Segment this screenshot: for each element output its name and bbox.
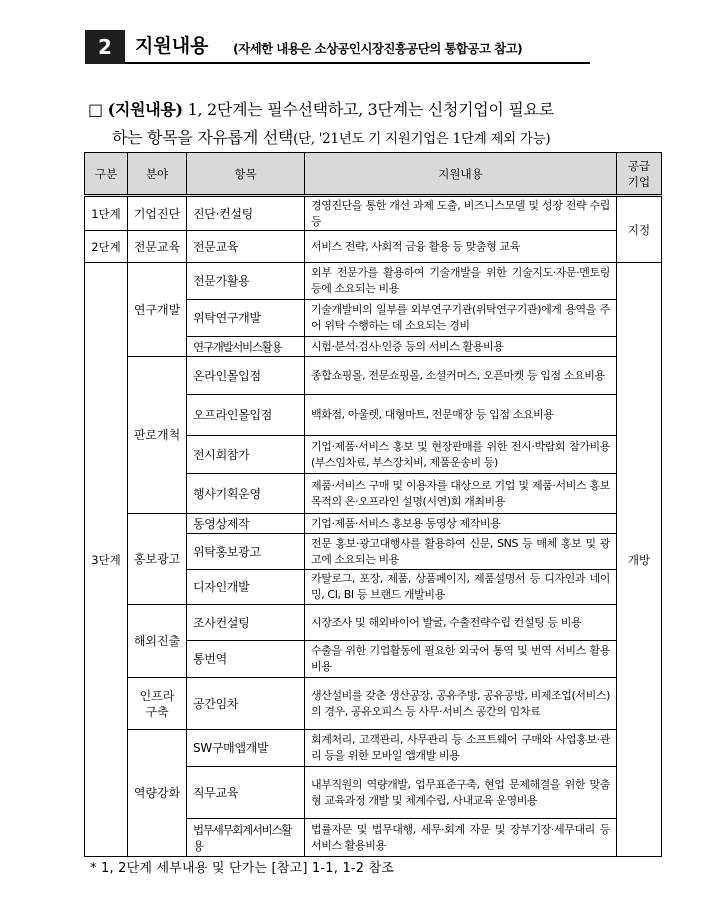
field-cell-capacity: 역량강화 <box>128 730 187 857</box>
content-cell: 시장조사 및 해외바이어 발굴, 수출전략수립 컨설팅 등 비용 <box>305 605 617 641</box>
supplier-cell-designated: 지정 <box>617 196 662 263</box>
item-cell: 조사컨설팅 <box>187 605 305 641</box>
intro-line2-text: 하는 항목을 자유롭게 선택 <box>112 128 294 147</box>
content-cell: 법률자문 및 법무대행, 세무·회계 자문 및 장부기장·세무대리 등 서비스 활용비용 <box>305 819 617 857</box>
section-title: 지원내용 <box>135 35 209 57</box>
item-cell: 진단·컨설팅 <box>187 196 305 231</box>
intro-line-1 <box>88 96 668 124</box>
table-row <box>85 514 662 534</box>
content-cell: 회계처리, 고객관리, 사무관리 등 소프트웨어 구매와 사업홍보·관리 등을 위한 모바일 앱개발 비용 <box>305 730 617 767</box>
section-subtitle: (자세한 내용은 소상공인시장진흥공단의 통합공고 참고) <box>233 41 523 56</box>
table-row <box>85 357 662 395</box>
stage-cell-3: 3단계 <box>85 263 128 857</box>
item-cell: 전문가활용 <box>187 263 305 300</box>
item-cell: 공간임차 <box>187 678 305 730</box>
section-number: 2 <box>85 30 125 64</box>
field-cell-export: 해외진출 <box>128 605 187 678</box>
table-row <box>85 263 662 300</box>
content-cell: 전문 홍보·광고대행사를 활용하여 신문, SNS 등 매체 홍보 및 광고에 소요되는 비용 <box>305 534 617 570</box>
header-item: 항목 <box>187 153 305 196</box>
item-cell: 행사기획운영 <box>187 474 305 514</box>
item-cell: 오프라인몰입점 <box>187 395 305 436</box>
section-header <box>85 30 590 64</box>
header-supplier-line1: 공급 <box>627 158 651 173</box>
field-cell-promo: 홍보광고 <box>128 514 187 605</box>
header-supplier-line2: 기업 <box>627 174 651 189</box>
content-cell: 종합쇼핑몰, 전문쇼핑몰, 소셜커머스, 오픈마켓 등 입점 소요비용 <box>305 357 617 395</box>
intro-paragraph <box>88 96 668 153</box>
table-header-row <box>85 153 662 196</box>
field-infra-line1: 인프라 <box>139 688 175 703</box>
content-cell: 기업·제품·서비스 홍보용 동영상 제작비용 <box>305 514 617 534</box>
table-row <box>85 196 662 231</box>
item-cell: 디자인개발 <box>187 570 305 605</box>
intro-note: (단, '21년도 기 지원기업은 1단계 제외 가능) <box>293 131 551 147</box>
content-cell: 기업·제품·서비스 홍보 및 현장판매를 위한 전시·박람회 참가비용(부스임차료, 부스장치비, 제품운송비 등) <box>305 436 617 474</box>
table-row <box>85 231 662 263</box>
item-cell: 위탁연구개발 <box>187 300 305 337</box>
item-cell: 동영상제작 <box>187 514 305 534</box>
item-cell: 직무교육 <box>187 767 305 819</box>
content-cell: 서비스 전략, 사회적 금융 활용 등 맞춤형 교육 <box>305 231 617 263</box>
header-field: 분야 <box>128 153 187 196</box>
content-cell: 기술개발비의 일부를 외부연구기관(위탁연구기관)에게 용역을 주어 위탁 수행하는 데 소요되는 경비 <box>305 300 617 337</box>
field-cell-rnd: 연구개발 <box>128 263 187 357</box>
content-cell: 시험·분석·검사·인증 등의 서비스 활용비용 <box>305 337 617 357</box>
intro-line-2 <box>88 124 668 153</box>
content-cell: 내부직원의 역량개발, 업무표준구축, 현업 문제해결을 위한 맞춤형 교육과정 개발 및 체계수립, 사내교육 운영비용 <box>305 767 617 819</box>
header-stage: 구분 <box>85 153 128 196</box>
content-cell: 수출을 위한 기업활동에 필요한 외국어 통역 및 번역 서비스 활용비용 <box>305 641 617 678</box>
bullet-square-icon: □ <box>88 100 103 119</box>
stage-cell: 1단계 <box>85 196 128 231</box>
item-cell: 전시회참가 <box>187 436 305 474</box>
intro-bold-label: (지원내용) <box>107 100 183 119</box>
section-title-box <box>125 30 590 64</box>
field-cell: 기업진단 <box>128 196 187 231</box>
item-cell: 위탁홍보광고 <box>187 534 305 570</box>
item-cell: 법무세무회계서비스활용 <box>187 819 305 857</box>
footnote: * 1, 2단계 세부내용 및 단가는 [참고] 1-1, 1-2 참조 <box>90 861 395 876</box>
item-cell: 온라인몰입점 <box>187 357 305 395</box>
field-infra-line2: 구축 <box>145 704 169 719</box>
content-cell: 제품·서비스 구매 및 이용자를 대상으로 기업 및 제품·서비스 홍보 목적의 온·오프라인 설명(시연)회 개최비용 <box>305 474 617 514</box>
content-cell: 외부 전문가를 활용하여 기술개발을 위한 기술지도·자문·멘토링 등에 소요되는 비용 <box>305 263 617 300</box>
table-row <box>85 605 662 641</box>
content-cell: 카탈로그, 포장, 제품, 상품페이지, 제품설명서 등 디자인과 네이밍, CI, BI 등 브랜드 개발비용 <box>305 570 617 605</box>
table-row <box>85 730 662 767</box>
support-content-table <box>84 152 662 857</box>
header-supplier <box>617 153 662 196</box>
content-cell: 백화점, 아울렛, 대형마트, 전문매장 등 입점 소요비용 <box>305 395 617 436</box>
stage-cell: 2단계 <box>85 231 128 263</box>
item-cell: SW구매앱개발 <box>187 730 305 767</box>
supplier-cell-open: 개방 <box>617 263 662 857</box>
header-content: 지원내용 <box>305 153 617 196</box>
field-cell-infra <box>128 678 187 730</box>
field-cell: 전문교육 <box>128 231 187 263</box>
intro-line1-text: 1, 2단계는 필수선택하고, 3단계는 신청기업이 필요로 <box>182 100 554 119</box>
item-cell: 연구개발서비스활용 <box>187 337 305 357</box>
table-row <box>85 678 662 730</box>
field-cell-sales: 판로개척 <box>128 357 187 514</box>
item-cell: 전문교육 <box>187 231 305 263</box>
item-cell: 통번역 <box>187 641 305 678</box>
content-cell: 경영진단을 통한 개선 과제 도출, 비즈니스모델 및 성장 전략 수립 등 <box>305 196 617 231</box>
content-cell: 생산설비를 갖춘 생산공장, 공유주방, 공유공방, 비제조업(서비스)의 경우, 공유오피스 등 사무·서비스 공간의 임차료 <box>305 678 617 730</box>
